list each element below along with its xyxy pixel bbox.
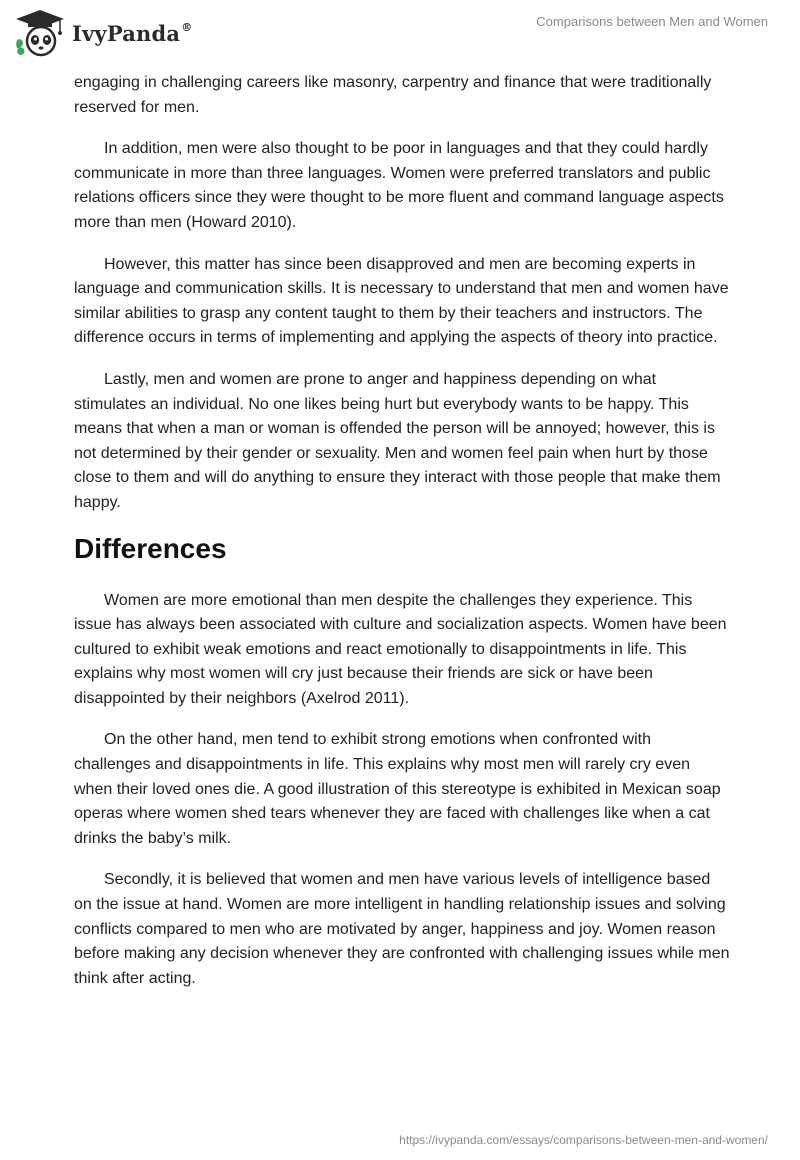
- section-heading-differences: Differences: [74, 532, 227, 564]
- paragraph: In addition, men were also thought to be poor in languages and that they could hardly communicate in more than three languages. Women were preferred translators and public relations officers since they were thought to be more fluent and command language aspects more than men (Howard 2010).: [74, 140, 724, 231]
- document-title: Comparisons between Men and Women: [536, 14, 768, 29]
- paragraph: Lastly, men and women are prone to anger and happiness depending on what stimulates an individual. No one likes being hurt but everybody wants to be happy. This means that when a man or woman is offended the person will be annoyed; however, this is not determined by their gender or sexuality. Men and women feel pain when hurt by those close to them and will do anything to ensure they interact with those people that make them happy.: [74, 370, 721, 511]
- registered-mark: ®: [181, 20, 193, 34]
- brand-name: IvyPanda®: [72, 20, 193, 46]
- paragraph: On the other hand, men tend to exhibit strong emotions when confronted with challenges and disappointments in life. This explains why most men will rarely cry even when their loved ones die. A good illustration of this stereotype is exhibited in Mexican soap operas where women shed tears whenever they are faced with challenges like when a cat drinks the baby’s milk.: [74, 731, 721, 847]
- source-url[interactable]: https://ivypanda.com/essays/comparisons-between-men-and-women/: [399, 1133, 768, 1147]
- page-header: [0, 0, 800, 64]
- essay-body: [74, 71, 730, 1008]
- paragraph: engaging in challenging careers like masonry, carpentry and finance that were traditionally reserved for men.: [74, 74, 712, 116]
- ivypanda-logo[interactable]: [14, 8, 192, 58]
- panda-graduate-logo-icon: [14, 8, 66, 58]
- paragraph: However, this matter has since been disapproved and men are becoming experts in language and communication skills. It is necessary to understand that men and women have similar abilities to grasp any content taught to them by their teachers and instructors. The difference occurs in terms of implementing and applying the aspects of theory into practice.: [74, 255, 729, 347]
- paragraph: Secondly, it is believed that women and men have various levels of intelligence based on the issue at hand. Women are more intelligent in handling relationship issues and solving conflicts compared to men who are motivated by anger, happiness and joy. Women reason before making any decision whenever they are confronted with challenging issues while men think after acting.: [74, 871, 730, 987]
- paragraph: Women are more emotional than men despite the challenges they experience. This issue has always been associated with culture and socialization aspects. Women have been cultured to exhibit weak emotions and react emotionally to disappointments in life. This explains why most women will cry just because their friends are sick or have been disappointed by their neighbors (Axelrod 2011).: [74, 591, 727, 707]
